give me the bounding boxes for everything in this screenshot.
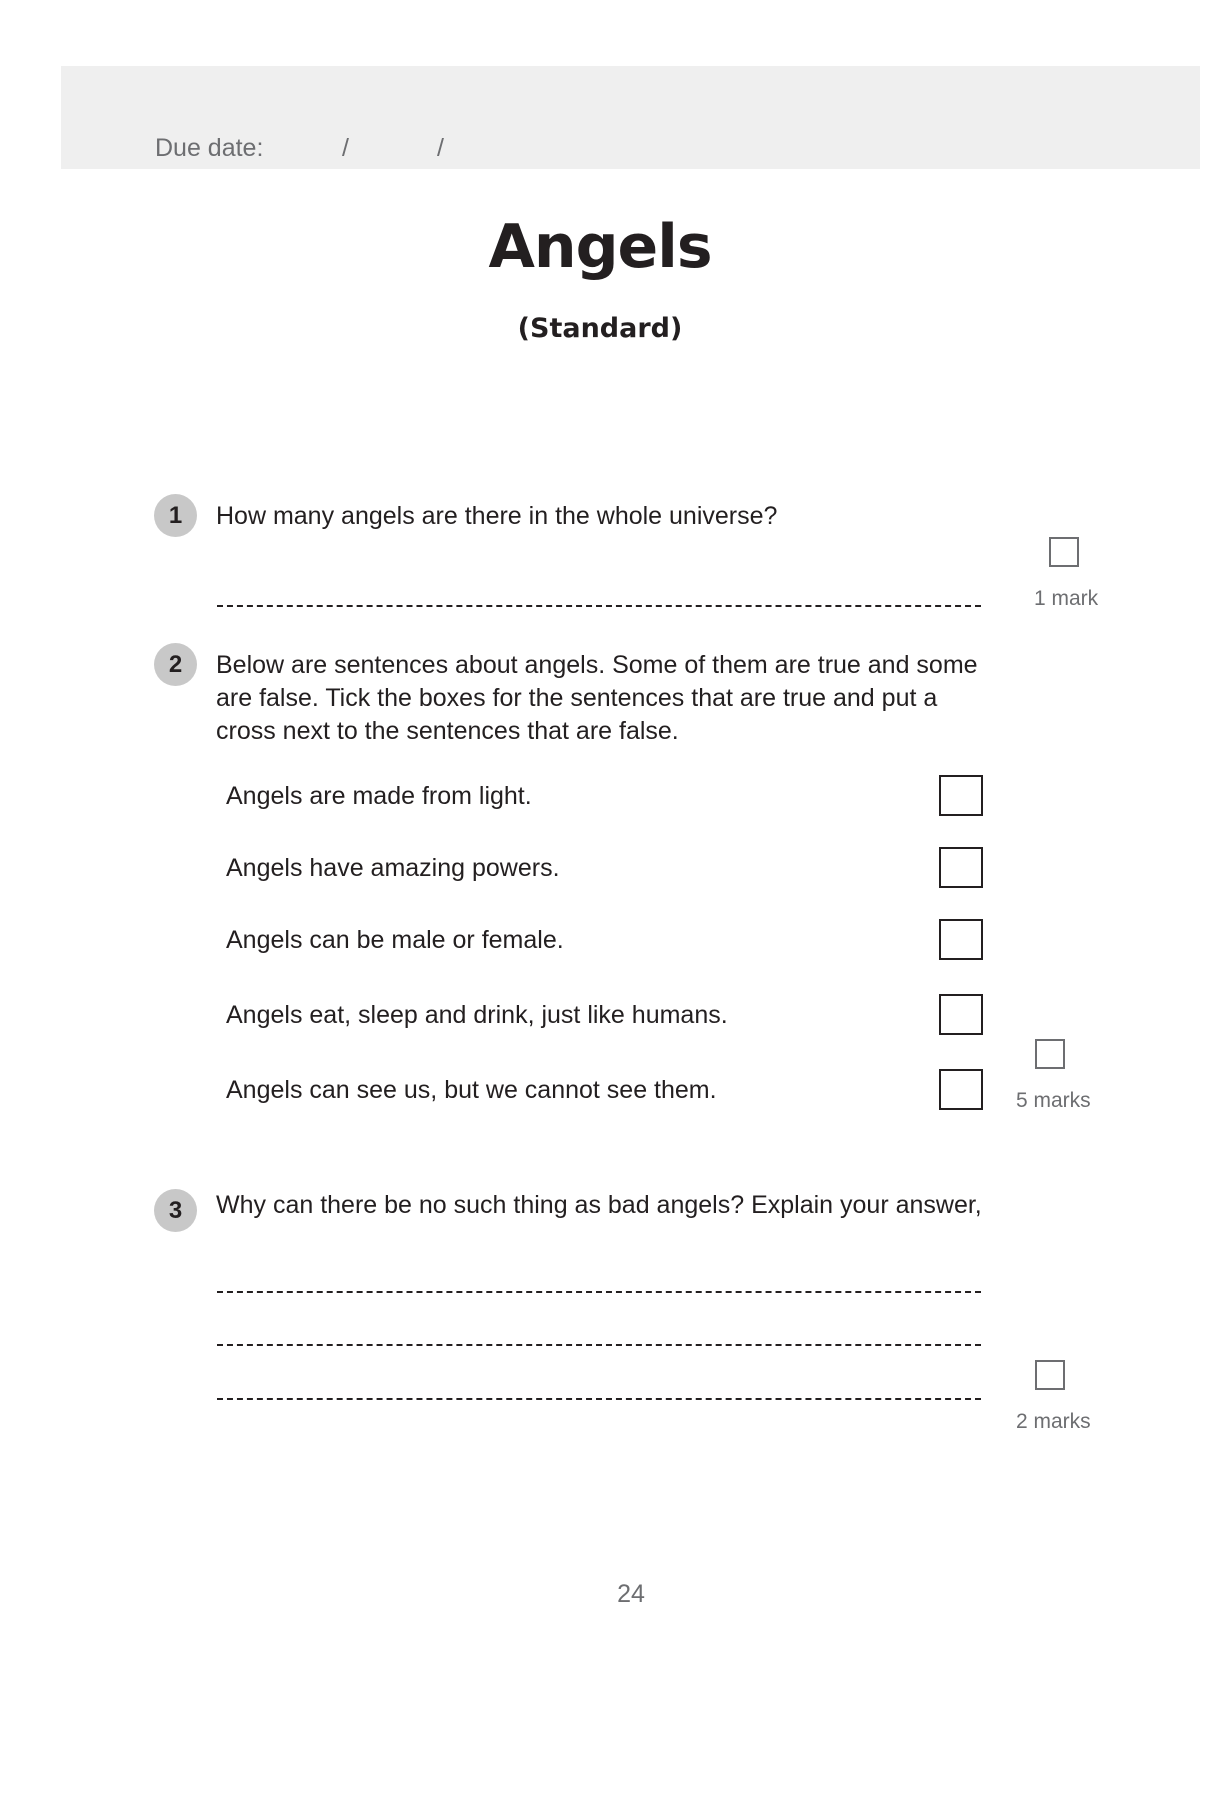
statement-5-checkbox[interactable] bbox=[939, 1069, 983, 1110]
question-3-answer-line[interactable] bbox=[217, 1344, 981, 1346]
question-1-marks-label: 1 mark bbox=[1034, 587, 1099, 610]
question-2-text-line: are false. Tick the boxes for the sentences that are true and put a bbox=[216, 684, 938, 712]
page-number: 24 bbox=[617, 1580, 645, 1608]
question-2-mark-box[interactable] bbox=[1035, 1039, 1065, 1069]
statement-1: Angels are made from light. bbox=[226, 782, 532, 810]
question-2-text bbox=[216, 649, 978, 748]
due-date-month-separator: / bbox=[437, 134, 444, 162]
page-subtitle: (Standard) bbox=[517, 313, 683, 344]
question-3-mark-box[interactable] bbox=[1035, 1360, 1065, 1390]
question-3-text: Why can there be no such thing as bad angels? Explain your answer, bbox=[216, 1191, 982, 1219]
question-2-text-line: cross next to the sentences that are false. bbox=[216, 717, 679, 745]
statement-4: Angels eat, sleep and drink, just like humans. bbox=[226, 1001, 728, 1029]
question-2-marks-label: 5 marks bbox=[1016, 1089, 1091, 1112]
question-1-answer-line[interactable] bbox=[217, 605, 981, 607]
question-3-number: 3 bbox=[154, 1189, 197, 1232]
statement-5: Angels can see us, but we cannot see them. bbox=[226, 1076, 717, 1104]
statement-3-checkbox[interactable] bbox=[939, 919, 983, 960]
question-1-number: 1 bbox=[154, 494, 197, 537]
question-2-text-line: Below are sentences about angels. Some of them are true and some bbox=[216, 651, 978, 679]
question-3-answer-line[interactable] bbox=[217, 1291, 981, 1293]
statement-2: Angels have amazing powers. bbox=[226, 854, 560, 882]
question-1-mark-box[interactable] bbox=[1049, 537, 1079, 567]
question-2-number: 2 bbox=[154, 643, 197, 686]
question-3-answer-line[interactable] bbox=[217, 1398, 981, 1400]
page-title: Angels bbox=[488, 212, 712, 282]
statement-3: Angels can be male or female. bbox=[226, 926, 564, 954]
statement-1-checkbox[interactable] bbox=[939, 775, 983, 816]
question-1-text: How many angels are there in the whole universe? bbox=[216, 502, 778, 530]
due-date-label: Due date: bbox=[155, 134, 264, 162]
statement-4-checkbox[interactable] bbox=[939, 994, 983, 1035]
due-date-day-separator: / bbox=[342, 134, 349, 162]
question-3-marks-label: 2 marks bbox=[1016, 1410, 1091, 1433]
statement-2-checkbox[interactable] bbox=[939, 847, 983, 888]
